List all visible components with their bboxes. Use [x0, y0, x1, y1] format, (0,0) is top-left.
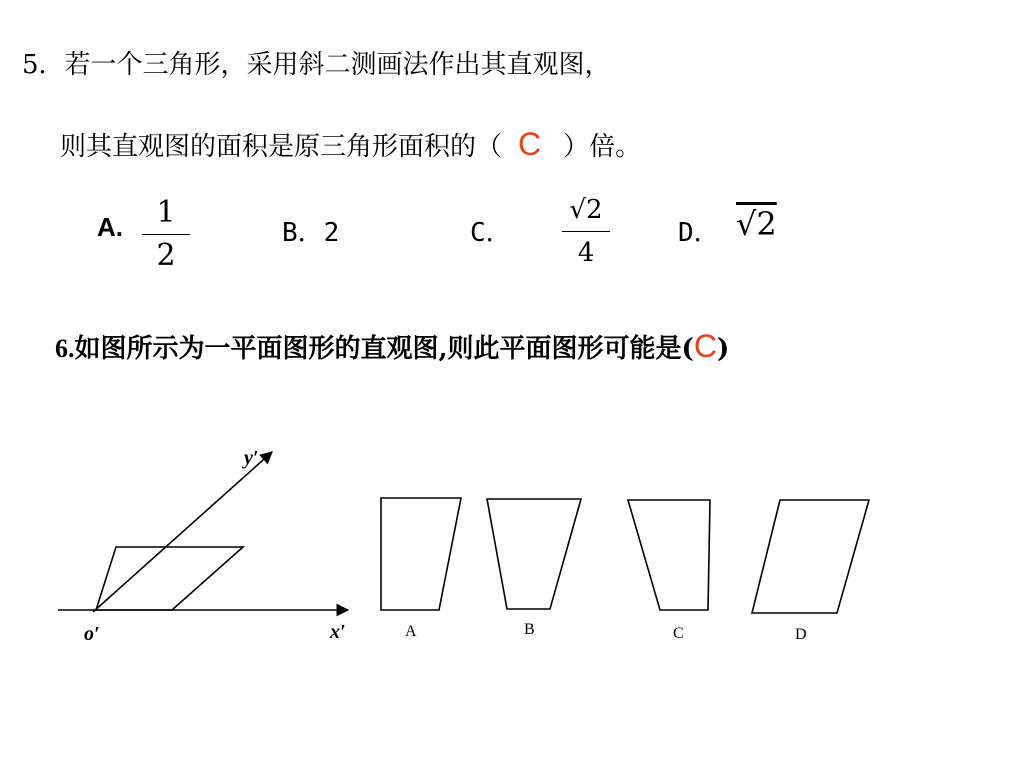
- choice-b-label: B: [524, 621, 535, 638]
- choice-a-label: A: [405, 623, 417, 640]
- intuitive-view-parallelogram: [96, 547, 243, 610]
- q5-option-c-label: C．: [470, 218, 512, 248]
- y-axis: [93, 452, 272, 612]
- q5-option-d-value: √2: [736, 205, 777, 243]
- choice-a-shape: [381, 498, 461, 610]
- q5-answer: C: [518, 126, 542, 162]
- q5-option-a-denominator: 2: [156, 238, 176, 273]
- q5-option-c-numerator: √2: [569, 195, 603, 225]
- choice-d-label: D: [795, 626, 807, 643]
- q6-number: 6.: [55, 334, 75, 363]
- x-axis-label: x′: [330, 621, 346, 643]
- choice-d-shape: [752, 500, 869, 613]
- q6-answer: C: [693, 328, 717, 364]
- choice-c-shape: [628, 500, 710, 610]
- q5-option-b: B．2: [282, 218, 340, 248]
- origin-label: o′: [84, 623, 100, 645]
- q6-text: 如图所示为一平面图形的直观图,则此平面图形可能是(: [74, 334, 694, 364]
- q5-option-d-label: D．: [678, 218, 720, 248]
- q5-option-a-numerator: 1: [156, 195, 176, 230]
- choice-c-label: C: [673, 625, 684, 642]
- q5-option-a-label: A.: [97, 212, 123, 242]
- choice-b-shape: [487, 499, 581, 609]
- q6-close: ): [716, 334, 730, 364]
- q5-line2-suffix: ）倍。: [563, 132, 642, 162]
- y-axis-label: y′: [244, 447, 259, 469]
- q5-line2-prefix: 则其直观图的面积是原三角形面积的（: [60, 132, 503, 162]
- q5-option-c-denominator: 4: [577, 238, 595, 268]
- q5-question-line1: 5．若一个三角形，采用斜二测画法作出其直观图，: [22, 50, 611, 80]
